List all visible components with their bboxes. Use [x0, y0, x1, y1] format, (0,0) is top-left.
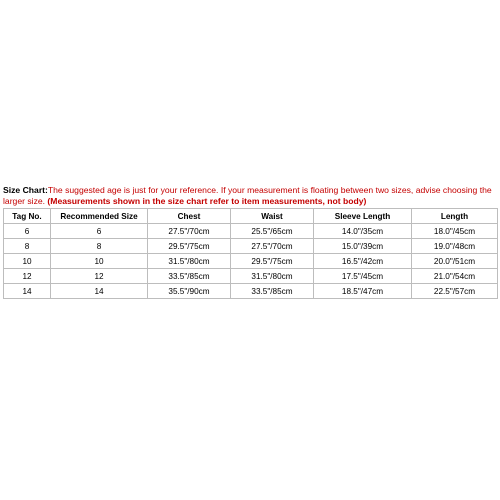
cell-chest: 29.5"/75cm	[148, 239, 231, 254]
cell-waist: 29.5"/75cm	[231, 254, 314, 269]
cell-sleeve-length: 15.0"/39cm	[314, 239, 412, 254]
header-tag-no: Tag No.	[4, 209, 51, 224]
cell-length: 19.0"/48cm	[412, 239, 498, 254]
cell-chest: 31.5"/80cm	[148, 254, 231, 269]
cell-length: 22.5"/57cm	[412, 284, 498, 299]
size-chart-measurement-note: (Measurements shown in the size chart refer to item measurements, not body)	[47, 196, 367, 206]
cell-sleeve-length: 18.5"/47cm	[314, 284, 412, 299]
header-chest: Chest	[148, 209, 231, 224]
size-chart	[3, 185, 497, 299]
cell-chest: 33.5"/85cm	[148, 269, 231, 284]
size-chart-label: Size Chart:	[3, 185, 48, 195]
header-recommended-size: Recommended Size	[51, 209, 148, 224]
table-row	[4, 254, 498, 269]
cell-tag-no: 10	[4, 254, 51, 269]
table-row	[4, 224, 498, 239]
size-chart-note	[3, 185, 497, 207]
table-row	[4, 284, 498, 299]
cell-tag-no: 12	[4, 269, 51, 284]
cell-recommended-size: 14	[51, 284, 148, 299]
cell-chest: 27.5"/70cm	[148, 224, 231, 239]
cell-length: 18.0"/45cm	[412, 224, 498, 239]
cell-recommended-size: 12	[51, 269, 148, 284]
header-waist: Waist	[231, 209, 314, 224]
cell-tag-no: 8	[4, 239, 51, 254]
table-row	[4, 269, 498, 284]
size-chart-advice: The suggested age is just for your reference. If your measurement is floating between two sizes, advise choosing the larger size.	[3, 185, 492, 206]
cell-tag-no: 6	[4, 224, 51, 239]
cell-length: 20.0"/51cm	[412, 254, 498, 269]
cell-sleeve-length: 17.5"/45cm	[314, 269, 412, 284]
cell-recommended-size: 10	[51, 254, 148, 269]
header-sleeve-length: Sleeve Length	[314, 209, 412, 224]
table-header-row	[4, 209, 498, 224]
cell-waist: 31.5"/80cm	[231, 269, 314, 284]
cell-chest: 35.5"/90cm	[148, 284, 231, 299]
header-length: Length	[412, 209, 498, 224]
cell-recommended-size: 8	[51, 239, 148, 254]
cell-waist: 27.5"/70cm	[231, 239, 314, 254]
table-row	[4, 239, 498, 254]
cell-recommended-size: 6	[51, 224, 148, 239]
cell-sleeve-length: 14.0"/35cm	[314, 224, 412, 239]
cell-length: 21.0"/54cm	[412, 269, 498, 284]
size-table	[3, 208, 498, 299]
cell-sleeve-length: 16.5"/42cm	[314, 254, 412, 269]
cell-waist: 33.5"/85cm	[231, 284, 314, 299]
cell-tag-no: 14	[4, 284, 51, 299]
cell-waist: 25.5"/65cm	[231, 224, 314, 239]
